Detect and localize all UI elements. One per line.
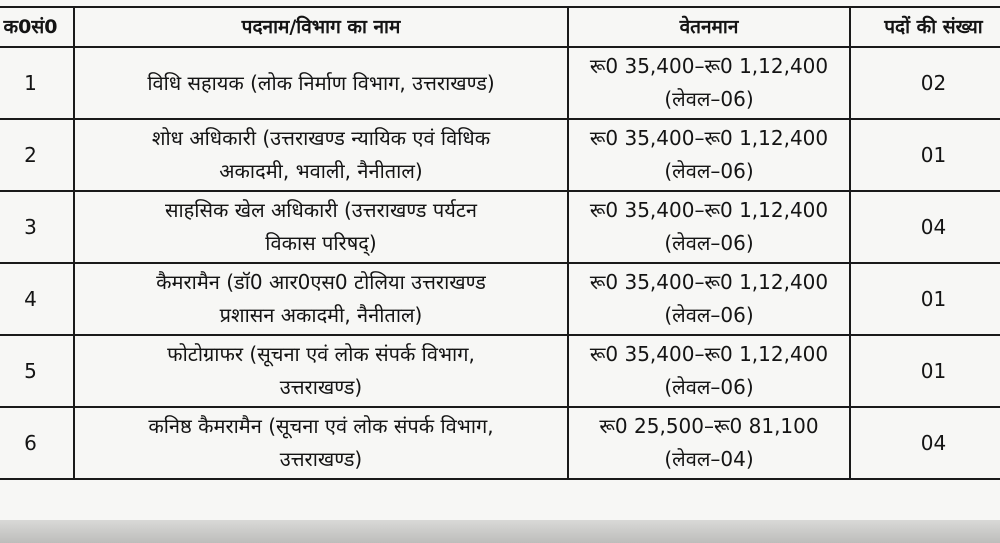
post-count-cell: 01 xyxy=(850,263,1000,335)
pay-range-line: रू0 35,400–रू0 1,12,400 xyxy=(589,270,829,294)
post-count-cell: 01 xyxy=(850,119,1000,191)
serial-number-cell: 4 xyxy=(0,263,74,335)
header-post-count: पदों की संख्या xyxy=(850,7,1000,47)
table-row xyxy=(0,407,1000,479)
pay-level-line: (लेवल–06) xyxy=(664,303,754,327)
serial-number-cell: 3 xyxy=(0,191,74,263)
post-name-line: विधि सहायक (लोक निर्माण विभाग, उत्तराखण्ड) xyxy=(147,70,495,95)
post-name-cell xyxy=(74,335,568,407)
post-name-line: अकादमी, भवाली, नैनीताल) xyxy=(219,159,423,183)
pay-level-line: (लेवल–06) xyxy=(664,375,754,399)
post-name-line: उत्तराखण्ड) xyxy=(279,375,363,399)
post-name-line: साहसिक खेल अधिकारी (उत्तराखण्ड पर्यटन xyxy=(164,198,478,222)
post-name-line: विकास परिषद्) xyxy=(265,231,377,255)
serial-number-cell: 2 xyxy=(0,119,74,191)
pay-range-line: रू0 35,400–रू0 1,12,400 xyxy=(589,342,829,366)
post-name-line: कनिष्ठ कैमरामैन (सूचना एवं लोक संपर्क विभाग, xyxy=(148,414,494,438)
pay-level-line: (लेवल–06) xyxy=(664,231,754,255)
pay-level-line: (लेवल–06) xyxy=(664,159,754,183)
pay-scale-cell xyxy=(568,407,850,479)
header-post-department: पदनाम/विभाग का नाम xyxy=(74,7,568,47)
serial-number-cell: 6 xyxy=(0,407,74,479)
table-row xyxy=(0,335,1000,407)
bottom-shadow-band xyxy=(0,520,1000,543)
pay-scale-cell xyxy=(568,119,850,191)
pay-range-line: रू0 25,500–रू0 81,100 xyxy=(599,414,819,438)
header-pay-scale: वेतनमान xyxy=(568,7,850,47)
post-name-line: प्रशासन अकादमी, नैनीताल) xyxy=(219,303,423,327)
pay-level-line: (लेवल–06) xyxy=(664,87,754,111)
table-header-row xyxy=(0,7,1000,47)
post-name-cell xyxy=(74,407,568,479)
post-name-cell xyxy=(74,119,568,191)
post-name-line: फोटोग्राफर (सूचना एवं लोक संपर्क विभाग, xyxy=(167,342,475,366)
table-row xyxy=(0,119,1000,191)
post-name-line: कैमरामैन (डॉ0 आर0एस0 टोलिया उत्तराखण्ड xyxy=(156,270,486,294)
post-count-cell: 01 xyxy=(850,335,1000,407)
pay-scale-cell xyxy=(568,47,850,119)
post-name-cell xyxy=(74,191,568,263)
post-count-cell: 04 xyxy=(850,407,1000,479)
post-name-line: उत्तराखण्ड) xyxy=(279,447,363,471)
pay-scale-cell xyxy=(568,335,850,407)
serial-number-cell: 1 xyxy=(0,47,74,119)
pay-range-line: रू0 35,400–रू0 1,12,400 xyxy=(589,126,829,150)
table-row xyxy=(0,263,1000,335)
serial-number-cell: 5 xyxy=(0,335,74,407)
table-row xyxy=(0,191,1000,263)
post-count-cell: 02 xyxy=(850,47,1000,119)
post-count-cell: 04 xyxy=(850,191,1000,263)
post-name-line: शोध अधिकारी (उत्तराखण्ड न्यायिक एवं विधिक xyxy=(151,126,491,150)
post-name-cell xyxy=(74,263,568,335)
header-serial-number: क0सं0 xyxy=(0,7,74,47)
pay-scale-cell xyxy=(568,191,850,263)
pay-level-line: (लेवल–04) xyxy=(664,447,754,471)
posts-table xyxy=(0,6,1000,480)
pay-range-line: रू0 35,400–रू0 1,12,400 xyxy=(589,198,829,222)
post-name-cell xyxy=(74,47,568,119)
table-row xyxy=(0,47,1000,119)
pay-scale-cell xyxy=(568,263,850,335)
pay-range-line: रू0 35,400–रू0 1,12,400 xyxy=(589,54,829,78)
